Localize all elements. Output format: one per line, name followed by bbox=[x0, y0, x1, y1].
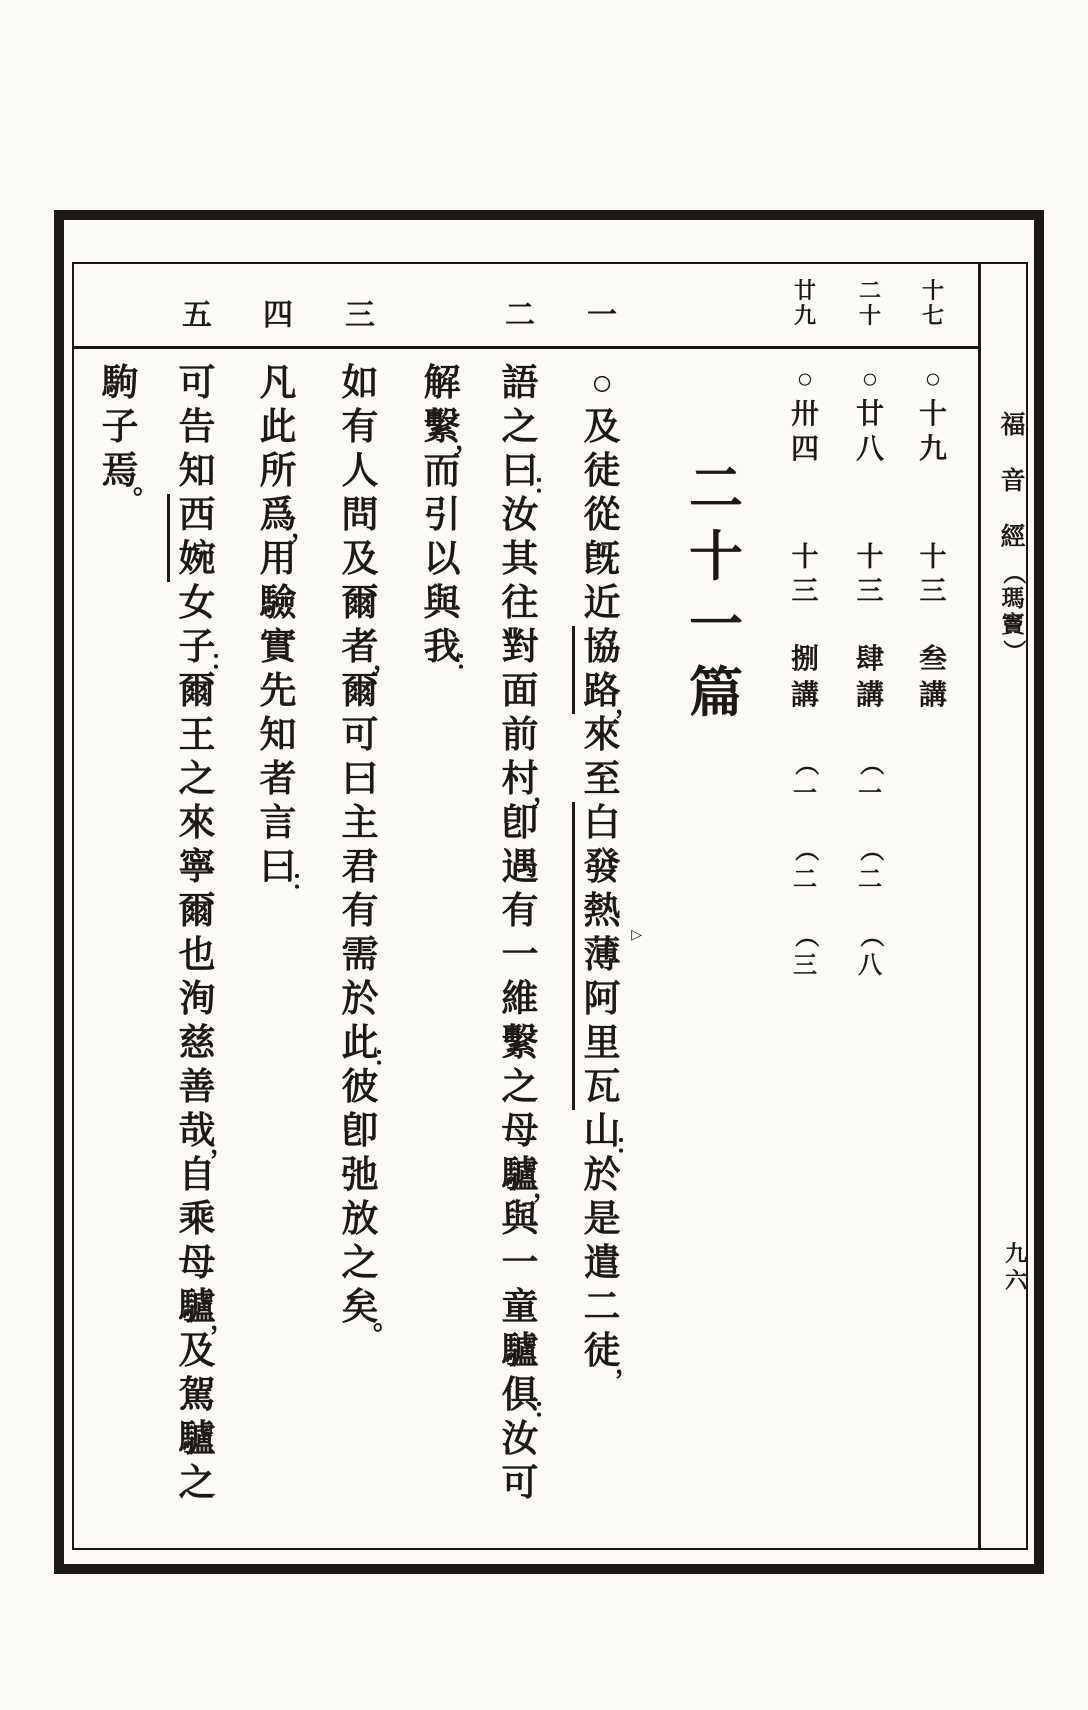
char-cell: 協 bbox=[580, 626, 624, 670]
char-cell: 主 bbox=[341, 803, 379, 844]
proper-name-mark bbox=[572, 1022, 575, 1066]
proper-name-mark bbox=[167, 538, 170, 582]
char-cell: 放 bbox=[341, 1199, 379, 1240]
punctuation: ： bbox=[454, 646, 481, 675]
char-cell: 熱 ▷ bbox=[580, 890, 624, 934]
ref-lecture-label bbox=[787, 642, 823, 714]
verse-label bbox=[498, 296, 542, 336]
ref-circle-group bbox=[915, 362, 951, 467]
char-cell: （ bbox=[792, 751, 819, 776]
char-cell: 二 bbox=[858, 278, 881, 303]
char-cell: 如 bbox=[341, 363, 379, 404]
proper-name-mark bbox=[572, 1066, 575, 1110]
text-column bbox=[175, 362, 236, 1506]
punctuation: ， bbox=[209, 1130, 236, 1159]
char-cell: 十 bbox=[918, 399, 947, 430]
punctuation: ： bbox=[532, 470, 559, 499]
char-cell: 女 bbox=[178, 583, 216, 624]
char-cell: 六 bbox=[1004, 1268, 1027, 1293]
char-cell: 九 bbox=[1004, 1241, 1027, 1266]
char-cell: 一 bbox=[689, 595, 743, 655]
char-cell: 篇 bbox=[689, 663, 743, 723]
char-cell: 語 bbox=[501, 363, 539, 404]
char-cell: 八 bbox=[858, 953, 882, 979]
char-cell: 母 bbox=[501, 1111, 539, 1152]
proper-name-mark bbox=[572, 978, 575, 1022]
char-cell: 前 bbox=[501, 715, 539, 756]
char-cell: 一 bbox=[793, 781, 817, 807]
char-cell: 母 bbox=[178, 1243, 216, 1284]
char-cell: 及 bbox=[583, 407, 621, 448]
char-cell: 十 bbox=[919, 542, 947, 572]
char-cell: 婉 bbox=[175, 538, 219, 582]
char-cell: 君 bbox=[341, 847, 379, 888]
char-cell: ○ bbox=[590, 363, 614, 404]
char-cell: 子 bbox=[101, 407, 139, 448]
char-cell: 爲 ， bbox=[259, 495, 317, 543]
char-cell: 也 bbox=[178, 935, 216, 976]
char-cell: 五 bbox=[182, 299, 212, 332]
char-cell: 知 bbox=[178, 451, 216, 492]
char-cell: （ bbox=[857, 837, 884, 862]
char-cell: 路 ， bbox=[580, 670, 624, 714]
char-cell: 驢 ， bbox=[501, 1155, 559, 1203]
ref-paren-item bbox=[852, 748, 888, 810]
char-cell: 驢 bbox=[501, 1331, 539, 1372]
char-cell: 汝 bbox=[501, 495, 539, 536]
char-cell: 所 bbox=[259, 451, 297, 492]
char-cell: 引 bbox=[423, 495, 461, 536]
char-cell: 焉 。 bbox=[101, 451, 159, 499]
char-cell: 繫 ， bbox=[423, 407, 481, 455]
char-cell: 近 bbox=[583, 583, 621, 624]
char-cell: 俱 ： bbox=[501, 1375, 559, 1423]
char-cell: 哉 ， bbox=[178, 1111, 236, 1159]
punctuation: ， bbox=[532, 778, 559, 807]
char-cell: 三 bbox=[793, 953, 817, 979]
char-cell: 以 bbox=[423, 539, 461, 580]
verse-label bbox=[580, 296, 624, 336]
char-cell: 其 bbox=[501, 539, 539, 580]
proper-name-mark bbox=[167, 494, 170, 538]
char-cell: 爾 bbox=[341, 583, 379, 624]
char-cell: 有 bbox=[501, 891, 539, 932]
char-cell: 講 bbox=[790, 680, 819, 711]
char-cell: 矣 。 bbox=[341, 1287, 399, 1335]
ref-paren-item bbox=[787, 834, 823, 896]
char-cell: 山 ： bbox=[583, 1111, 641, 1159]
char-cell: 此 ： bbox=[341, 1023, 399, 1071]
running-title-main bbox=[997, 398, 1029, 566]
annotation-triangle-icon: ▷ bbox=[631, 928, 642, 943]
char-cell: 王 bbox=[178, 715, 216, 756]
char-cell: 發 bbox=[580, 846, 624, 890]
char-cell: 善 bbox=[178, 1067, 216, 1108]
ref-number bbox=[852, 540, 888, 608]
char-cell: 有 bbox=[341, 891, 379, 932]
text-column bbox=[338, 362, 399, 1335]
char-cell: 及 bbox=[178, 1331, 216, 1372]
verse-label bbox=[338, 296, 382, 336]
char-cell: 十 bbox=[921, 278, 944, 303]
char-cell: 爾 bbox=[341, 671, 379, 712]
char-cell: 九 bbox=[793, 303, 816, 328]
char-cell: 阿 bbox=[580, 978, 624, 1022]
char-cell: 廿 bbox=[855, 399, 884, 430]
char-cell: 驢 ， bbox=[178, 1287, 236, 1335]
ref-verse-number bbox=[852, 278, 888, 328]
text-column bbox=[580, 362, 642, 1379]
char-cell: 先 bbox=[259, 671, 297, 712]
char-cell: 從 bbox=[583, 495, 621, 536]
char-cell: 叁 bbox=[918, 644, 947, 675]
char-cell: 曰 bbox=[341, 759, 379, 800]
char-cell: 與 bbox=[423, 583, 461, 624]
ref-paren-item bbox=[852, 834, 888, 896]
punctuation: ， bbox=[454, 426, 481, 455]
punctuation: ， bbox=[209, 1306, 236, 1335]
char-cell: 實 bbox=[259, 627, 297, 668]
char-cell: （ bbox=[857, 923, 884, 948]
char-cell: ○ bbox=[924, 364, 942, 395]
char-cell: 之 bbox=[501, 1067, 539, 1108]
verse-label bbox=[256, 296, 300, 336]
char-cell: 三 bbox=[919, 576, 947, 606]
punctuation: ， bbox=[614, 690, 641, 719]
char-cell: 二 bbox=[505, 299, 535, 332]
char-cell: 人 bbox=[341, 451, 379, 492]
char-cell: 二 bbox=[583, 1287, 621, 1328]
char-cell: 言 bbox=[259, 803, 297, 844]
char-cell: 洵 bbox=[178, 979, 216, 1020]
text-column bbox=[420, 362, 481, 675]
char-cell: 與 bbox=[501, 1199, 539, 1240]
punctuation: 。 bbox=[132, 470, 159, 499]
punctuation: ， bbox=[290, 514, 317, 543]
ref-paren-item bbox=[852, 920, 888, 982]
char-cell: 一 bbox=[858, 781, 882, 807]
char-cell: 旣 bbox=[583, 539, 621, 580]
char-cell: 遇 bbox=[501, 847, 539, 888]
char-cell: 講 bbox=[918, 680, 947, 711]
char-cell: 福 bbox=[1000, 412, 1026, 439]
char-cell: 有 bbox=[341, 407, 379, 448]
margin-divider-rule bbox=[978, 262, 981, 1550]
char-cell: 來 bbox=[583, 715, 621, 756]
char-cell: 自 bbox=[178, 1155, 216, 1196]
char-cell: 之 bbox=[501, 407, 539, 448]
char-cell: 慈 bbox=[178, 1023, 216, 1064]
proper-name-mark bbox=[572, 890, 575, 934]
char-cell: 卽 bbox=[341, 1111, 379, 1152]
char-cell: ○ bbox=[861, 364, 879, 395]
char-cell: 汝 bbox=[501, 1419, 539, 1460]
char-cell: 用 bbox=[259, 539, 297, 580]
char-cell: 爾 bbox=[178, 671, 216, 712]
char-cell: 捌 bbox=[790, 644, 819, 675]
char-cell: 講 bbox=[855, 680, 884, 711]
char-cell: 卅 bbox=[790, 399, 819, 430]
char-cell: （ bbox=[857, 751, 884, 776]
char-cell: 里 bbox=[580, 1022, 624, 1066]
char-cell: 者 bbox=[259, 759, 297, 800]
char-cell: 乘 bbox=[178, 1199, 216, 1240]
char-cell: 彼 bbox=[341, 1067, 379, 1108]
char-cell: 十 bbox=[689, 527, 743, 587]
char-cell: ○ bbox=[796, 364, 814, 395]
page-number-text bbox=[1000, 1240, 1032, 1294]
char-cell: 七 bbox=[921, 303, 944, 328]
char-cell: 廿 bbox=[793, 278, 816, 303]
running-title-paren bbox=[997, 560, 1029, 664]
text-column bbox=[256, 362, 317, 895]
chapter-title-text bbox=[686, 455, 746, 727]
proper-name-mark bbox=[572, 802, 575, 846]
char-cell: 十 bbox=[856, 542, 884, 572]
char-cell: 肆 bbox=[855, 644, 884, 675]
punctuation: ： bbox=[614, 1130, 641, 1159]
char-cell: ） bbox=[1001, 639, 1026, 663]
char-cell: 之 bbox=[341, 1243, 379, 1284]
char-cell: 二 bbox=[793, 867, 817, 893]
ref-paren-item bbox=[787, 748, 823, 810]
ref-circle-group bbox=[787, 362, 823, 467]
char-cell: （ bbox=[792, 923, 819, 948]
char-cell: 十 bbox=[858, 303, 881, 328]
char-cell: 一 bbox=[587, 299, 617, 332]
char-cell: 村 ， bbox=[501, 759, 559, 807]
ref-verse-number bbox=[787, 278, 823, 328]
char-cell: 三 bbox=[345, 299, 375, 332]
char-cell: 西 bbox=[175, 494, 219, 538]
punctuation: ： bbox=[372, 1042, 399, 1071]
char-cell: 音 bbox=[1000, 468, 1026, 495]
char-cell: （ bbox=[792, 837, 819, 862]
punctuation: ， bbox=[614, 1350, 641, 1379]
char-cell: 維 bbox=[501, 979, 539, 1020]
char-cell: 四 bbox=[790, 434, 819, 465]
char-cell: 弛 bbox=[341, 1155, 379, 1196]
char-cell: 二 bbox=[858, 867, 882, 893]
char-cell: 可 bbox=[178, 363, 216, 404]
char-cell: 徒 bbox=[583, 451, 621, 492]
char-cell: 竇 bbox=[1001, 612, 1025, 637]
proper-name-mark bbox=[572, 626, 575, 670]
char-cell: 問 bbox=[341, 495, 379, 536]
char-cell: 遣 bbox=[583, 1243, 621, 1284]
char-cell: 往 bbox=[501, 583, 539, 624]
char-cell: 曰 ： bbox=[259, 847, 317, 895]
ref-circle-group bbox=[852, 362, 888, 467]
char-cell: 一 bbox=[501, 1243, 539, 1284]
char-cell: 而 bbox=[423, 451, 461, 492]
char-cell: （ bbox=[1001, 561, 1026, 585]
char-cell: 解 bbox=[423, 363, 461, 404]
proper-name-mark bbox=[572, 934, 575, 978]
ref-paren-item bbox=[787, 920, 823, 982]
char-cell: 需 bbox=[341, 935, 379, 976]
char-cell: 者 ， bbox=[341, 627, 399, 675]
char-cell: 三 bbox=[856, 576, 884, 606]
char-cell: 來 bbox=[178, 803, 216, 844]
char-cell: 我 ： bbox=[423, 627, 481, 675]
text-column bbox=[498, 362, 559, 1506]
char-cell: 是 bbox=[583, 1199, 621, 1240]
char-cell: 二 bbox=[689, 459, 743, 519]
punctuation: ： bbox=[532, 1394, 559, 1423]
char-cell: 驢 bbox=[178, 1419, 216, 1460]
char-cell: 三 bbox=[791, 576, 819, 606]
char-cell: 之 bbox=[178, 1463, 216, 1504]
char-cell: 及 bbox=[341, 539, 379, 580]
char-cell: 對 bbox=[501, 627, 539, 668]
char-cell: 一 bbox=[501, 935, 539, 976]
char-cell: 駒 bbox=[101, 363, 139, 404]
char-cell: 徒 ， bbox=[583, 1331, 641, 1379]
char-cell: 八 bbox=[855, 434, 884, 465]
char-cell: 此 bbox=[259, 407, 297, 448]
ref-number bbox=[787, 540, 823, 608]
ref-number bbox=[915, 540, 951, 608]
char-cell: 卽 bbox=[501, 803, 539, 844]
char-cell: 瓦 bbox=[580, 1066, 624, 1110]
char-cell: 面 bbox=[501, 671, 539, 712]
char-cell: 至 bbox=[583, 759, 621, 800]
char-cell: 於 bbox=[341, 979, 379, 1020]
char-cell: 十 bbox=[791, 542, 819, 572]
char-cell: 瑪 bbox=[1001, 586, 1025, 611]
ref-verse-number bbox=[915, 278, 951, 328]
char-cell: 之 bbox=[178, 759, 216, 800]
char-cell: 驗 bbox=[259, 583, 297, 624]
char-cell: 曰 ： bbox=[501, 451, 559, 499]
punctuation: ： bbox=[290, 866, 317, 895]
proper-name-mark bbox=[572, 670, 575, 714]
char-cell: 知 bbox=[259, 715, 297, 756]
punctuation: 。 bbox=[372, 1306, 399, 1335]
char-cell: 薄 bbox=[580, 934, 624, 978]
char-cell: 繫 bbox=[501, 1023, 539, 1064]
char-cell: 子 ： bbox=[178, 627, 236, 675]
punctuation: ， bbox=[372, 646, 399, 675]
proper-name-mark bbox=[572, 846, 575, 890]
char-cell: 寧 bbox=[178, 847, 216, 888]
char-cell: 九 bbox=[918, 434, 947, 465]
char-cell: 白 bbox=[580, 802, 624, 846]
ref-lecture-label bbox=[915, 642, 951, 714]
char-cell: 於 bbox=[583, 1155, 621, 1196]
verse-label bbox=[175, 296, 219, 336]
punctuation: ， bbox=[532, 1174, 559, 1203]
char-cell: 駕 bbox=[178, 1375, 216, 1416]
char-cell: 告 bbox=[178, 407, 216, 448]
char-cell: 童 bbox=[501, 1287, 539, 1328]
char-cell: 凡 bbox=[259, 363, 297, 404]
char-cell: 爾 bbox=[178, 891, 216, 932]
ref-lecture-label bbox=[852, 642, 888, 714]
punctuation: ： bbox=[209, 646, 236, 675]
char-cell: 可 bbox=[501, 1463, 539, 1504]
char-cell: 經 bbox=[1000, 524, 1026, 551]
char-cell: 可 bbox=[341, 715, 379, 756]
text-column bbox=[98, 362, 159, 499]
header-rule bbox=[72, 346, 978, 349]
char-cell: 四 bbox=[263, 299, 293, 332]
